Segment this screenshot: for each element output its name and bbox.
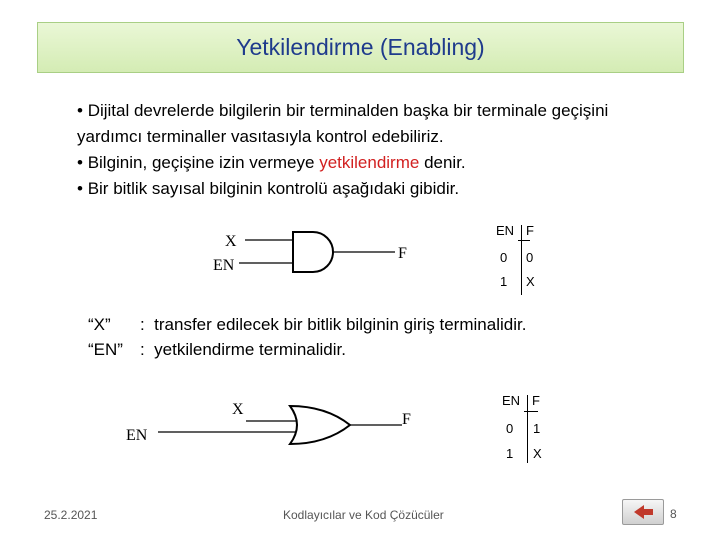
table-header-en: EN [502, 393, 521, 408]
table-divider [524, 411, 538, 412]
footer-title: Kodlayıcılar ve Kod Çözücüler [283, 508, 444, 522]
gate-output-f-label: F [398, 245, 407, 262]
slide-nav-button[interactable] [622, 499, 664, 525]
definition-desc: : yetkilendirme terminalidir. [140, 340, 346, 359]
arrow-left-icon [623, 500, 663, 524]
and-gate-symbol [293, 232, 333, 272]
table-cell: 0 [526, 250, 534, 265]
page-number: 8 [670, 507, 677, 521]
table-cell: X [533, 446, 542, 461]
table-cell: 1 [500, 274, 508, 289]
table-cell: 0 [500, 250, 508, 265]
bullet-marker: • [77, 179, 83, 198]
bullet-list [77, 98, 677, 202]
gate-input-x-label: X [232, 401, 244, 418]
gate-output-f-label: F [402, 411, 411, 428]
definition-desc: : transfer edilecek bir bitlik bilginin giriş terminalidir. [140, 315, 527, 334]
definition-term: “EN” [88, 340, 123, 359]
bullet-item [77, 150, 677, 176]
table-divider [527, 395, 528, 463]
table-cell: 0 [506, 421, 514, 436]
bullet-text: Bilginin, geçişine izin vermeye [87, 153, 320, 172]
table-cell: 1 [506, 446, 514, 461]
bullet-text: denir. [419, 153, 466, 172]
definition-row [88, 312, 526, 337]
table-header-en: EN [496, 223, 515, 238]
table-header-f: F [532, 393, 540, 408]
bullet-text: Dijital devrelerde bilgilerin bir terminalden başka bir terminale geçişini yardımcı terminaller vasıtasıyla kontrol edebiliriz. [77, 101, 609, 146]
bullet-marker: • [77, 101, 83, 120]
and-gate-diagram [205, 222, 425, 282]
bullet-text: Bir bitlik sayısal bilginin kontrolü aşağıdaki gibidir. [87, 179, 460, 198]
table-header-f: F [526, 223, 534, 238]
or-gate-symbol [290, 406, 350, 444]
or-gate-diagram [120, 396, 420, 456]
title-banner [37, 22, 684, 73]
bullet-item [77, 176, 677, 202]
definition-term: “X” [88, 315, 111, 334]
footer-date: 25.2.2021 [44, 508, 98, 522]
truth-table-and [496, 223, 556, 298]
definition-row [88, 337, 526, 362]
bullet-item [77, 98, 677, 150]
table-cell: X [526, 274, 535, 289]
table-divider [521, 225, 522, 295]
table-cell: 1 [533, 421, 541, 436]
gate-input-x-label: X [225, 233, 237, 250]
bullet-marker: • [77, 153, 83, 172]
truth-table-or [502, 393, 562, 468]
table-divider [518, 240, 530, 241]
gate-input-en-label: EN [126, 427, 148, 444]
definitions [88, 312, 526, 362]
gate-input-en-label: EN [213, 257, 235, 274]
slide-title: Yetkilendirme (Enabling) [236, 34, 485, 60]
highlight-term: yetkilendirme [319, 153, 420, 172]
